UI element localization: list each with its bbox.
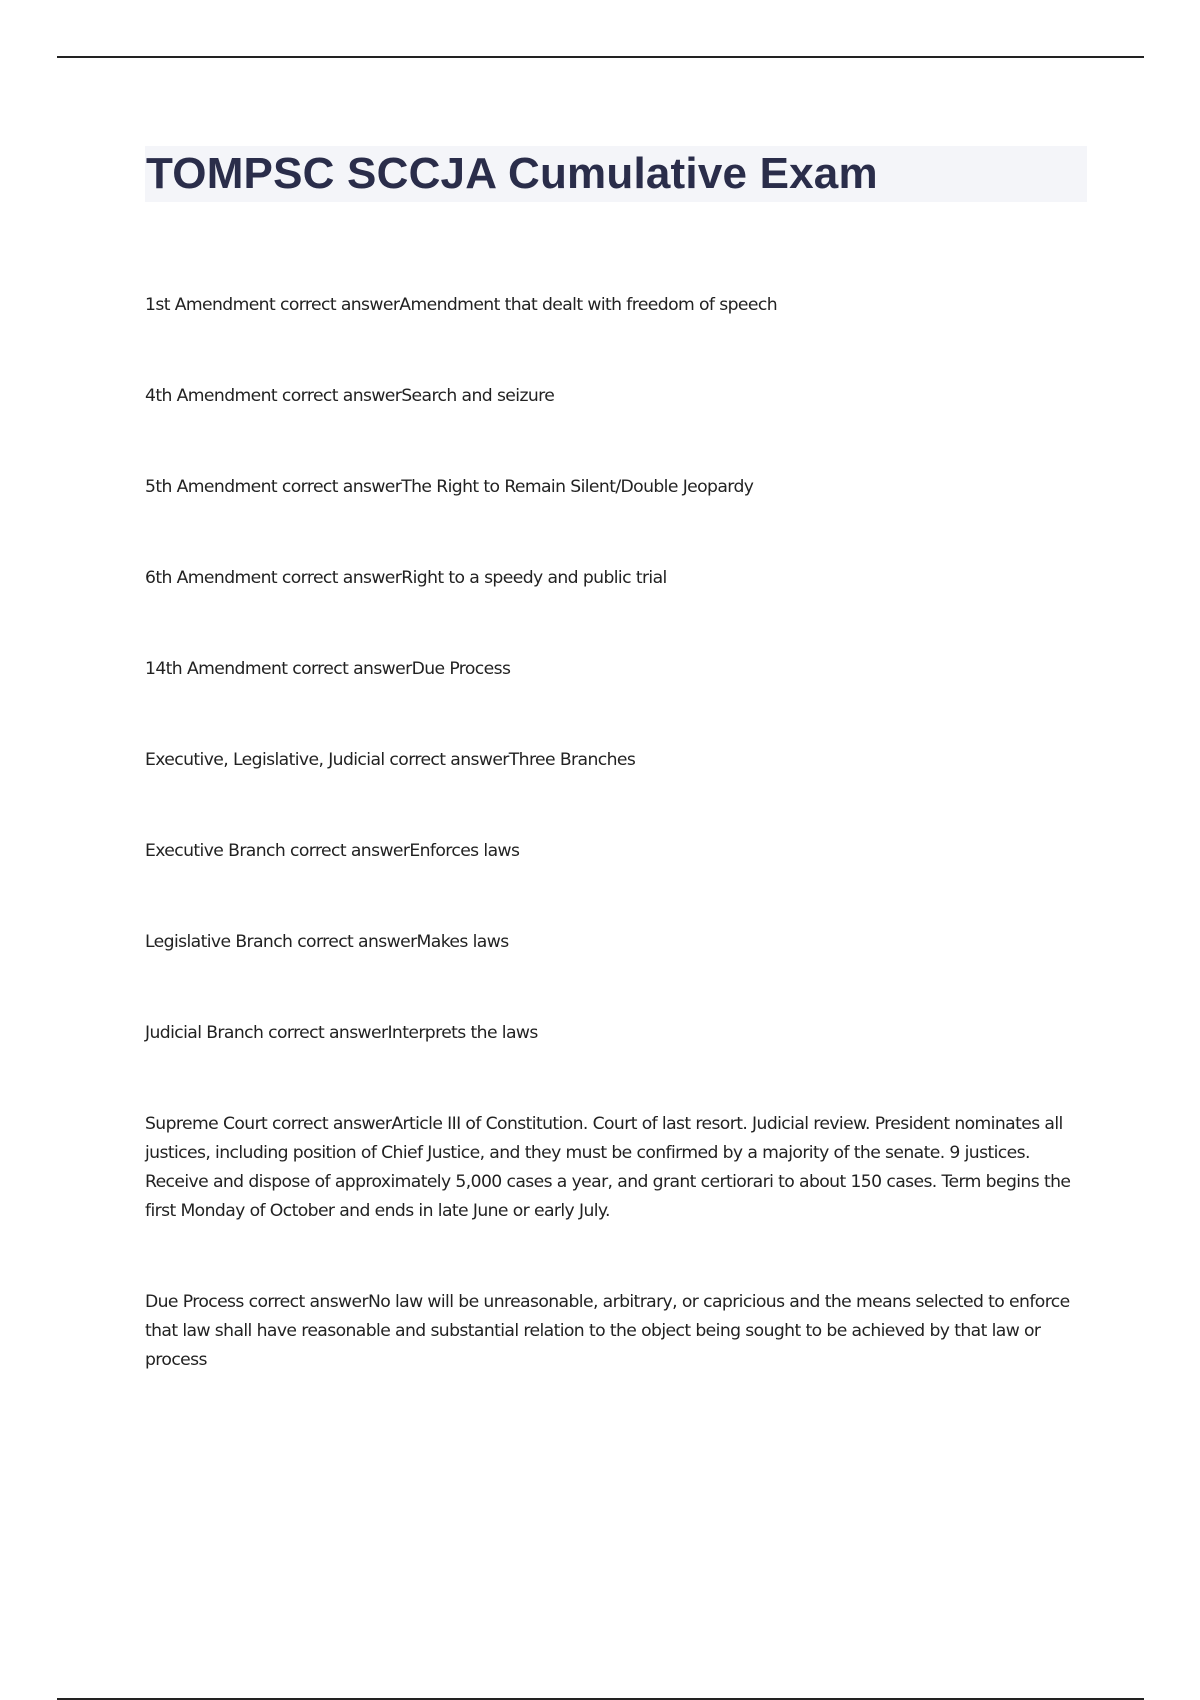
header-rule	[57, 56, 1144, 58]
document-title: TOMPSC SCCJA Cumulative Exam	[146, 149, 878, 198]
qa-entry-executive-branch: Executive Branch correct answerEnforces laws	[145, 841, 520, 861]
qa-entry-judicial-branch: Judicial Branch correct answerInterprets the laws	[145, 1023, 538, 1043]
qa-entry-14th-amendment: 14th Amendment correct answerDue Process	[145, 659, 511, 679]
qa-entry-due-process: Due Process correct answerNo law will be unreasonable, arbitrary, or capricious and the means selected to enforce that law shall have reasonable and substantial relation to the object being sought to be achieved by that law or process	[145, 1292, 1070, 1370]
qa-entry-4th-amendment: 4th Amendment correct answerSearch and seizure	[145, 386, 555, 406]
qa-entry-supreme-court: Supreme Court correct answerArticle III of Constitution. Court of last resort. Judicial review. President nominates all justices, including position of Chief Justice, and they must be confirmed by a majority of the senate. 9 justices. Receive and dispose of approximately 5,000 cases a year, and grant certiorari to about 150 cases. Term begins the first Monday of October and ends in late June or early July.	[145, 1114, 1071, 1221]
qa-entry-1st-amendment: 1st Amendment correct answerAmendment that dealt with freedom of speech	[145, 295, 777, 315]
qa-entry-5th-amendment: 5th Amendment correct answerThe Right to Remain Silent/Double Jeopardy	[145, 477, 754, 497]
qa-entry-6th-amendment: 6th Amendment correct answerRight to a speedy and public trial	[145, 568, 667, 588]
qa-entry-three-branches: Executive, Legislative, Judicial correct answerThree Branches	[145, 750, 636, 770]
qa-entry-legislative-branch: Legislative Branch correct answerMakes laws	[145, 932, 509, 952]
